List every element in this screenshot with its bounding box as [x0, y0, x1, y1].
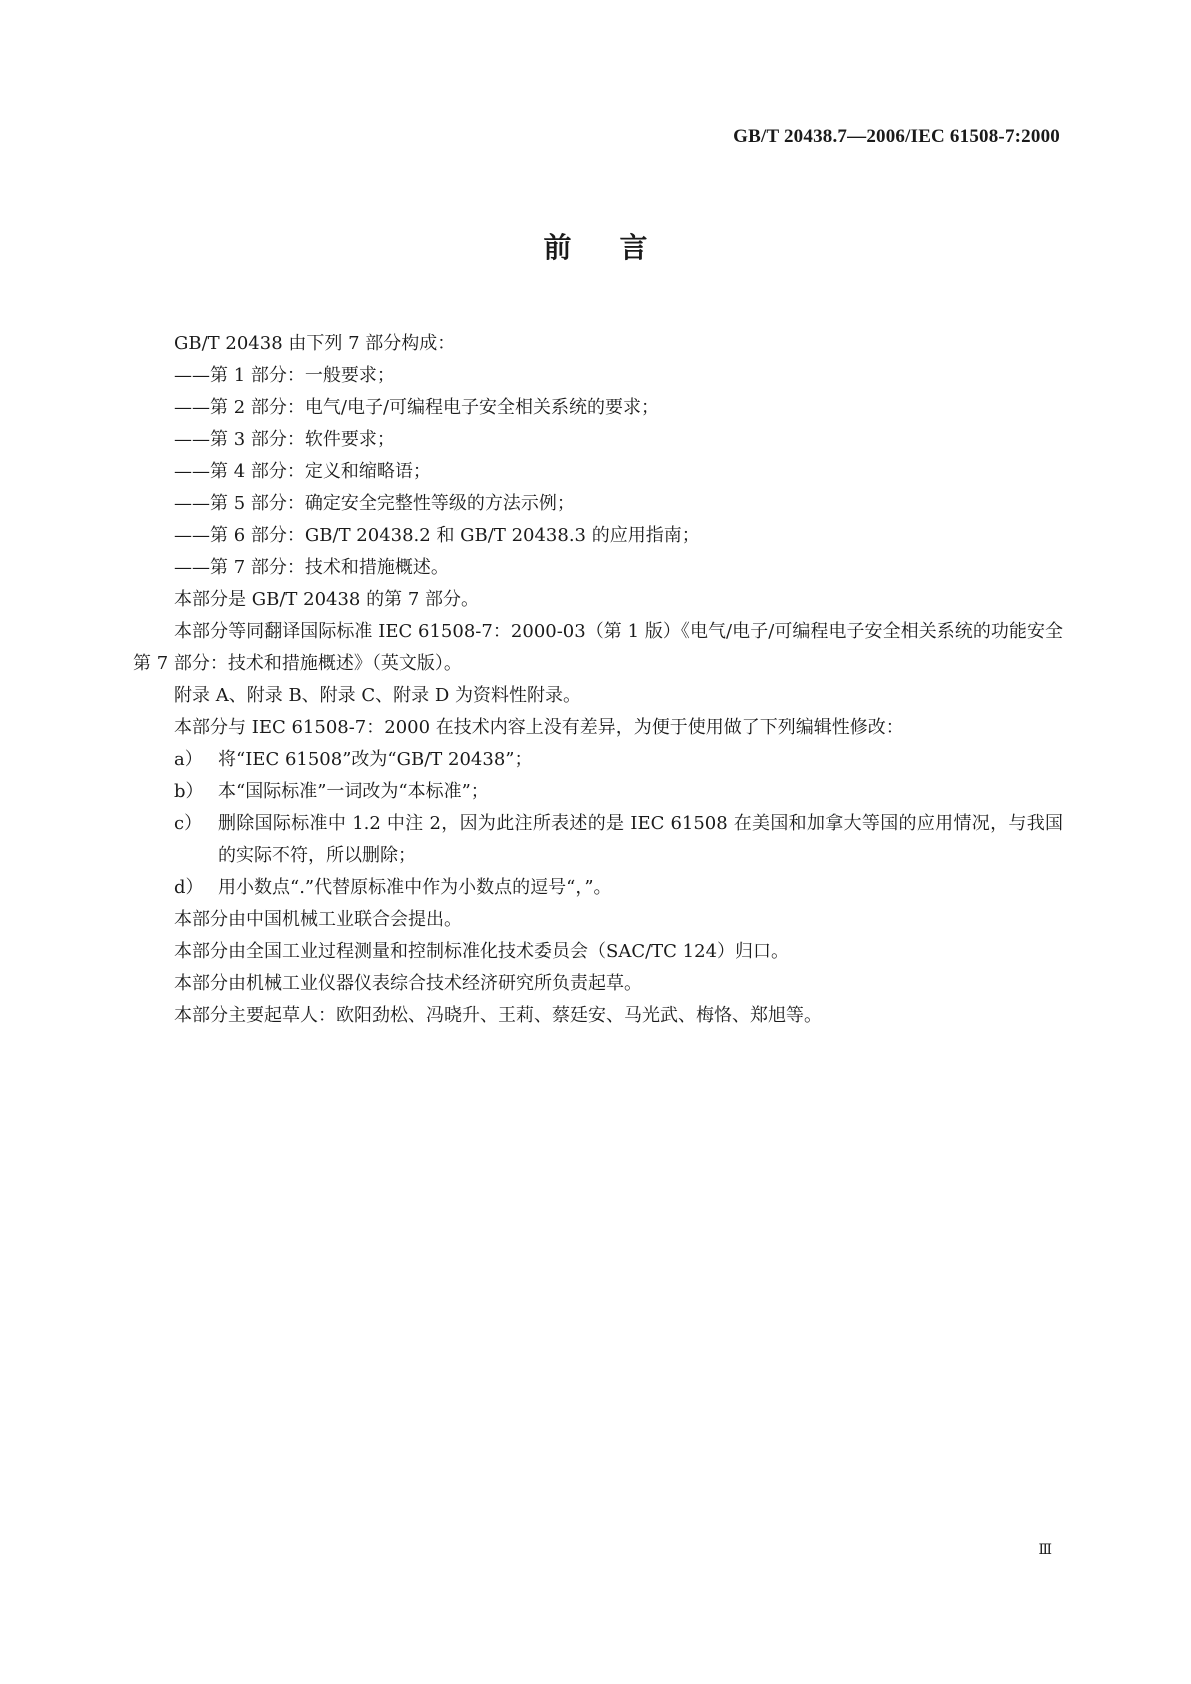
list-text: 将“IEC 61508”改为“GB/T 20438”； — [218, 749, 533, 770]
page-title: 前言 — [543, 231, 696, 264]
list-marker: a） — [174, 749, 203, 770]
part-item-5: ——第 5 部分：确定安全完整性等级的方法示例； — [174, 493, 575, 514]
annexes-line: 附录 A、附录 B、附录 C、附录 D 为资料性附录。 — [174, 685, 582, 706]
managed-by-line: 本部分由全国工业过程测量和控制标准化技术委员会（SAC/TC 124）归口。 — [174, 941, 790, 962]
drafters-line: 本部分主要起草人：欧阳劲松、冯晓升、王莉、蔡廷安、马光武、梅恪、郑旭等。 — [174, 1005, 822, 1026]
proposed-by-line: 本部分由中国机械工业联合会提出。 — [174, 909, 462, 930]
part-item-2: ——第 2 部分：电气/电子/可编程电子安全相关系统的要求； — [174, 397, 660, 418]
change-item-d — [133, 872, 1063, 904]
part-item-1: ——第 1 部分：一般要求； — [174, 365, 395, 386]
intro-line: GB/T 20438 由下列 7 部分构成： — [174, 333, 456, 354]
list-text: 本“国际标准”一词改为“本标准”； — [218, 781, 489, 802]
change-item-a — [133, 744, 1063, 776]
change-item-c — [133, 808, 1063, 872]
differences-intro: 本部分与 IEC 61508-7：2000 在技术内容上没有差异，为便于使用做了下列编辑性修改： — [174, 717, 904, 738]
list-marker: c） — [174, 813, 203, 834]
standard-code-header: GB/T 20438.7—2006/IEC 61508-7:2000 — [733, 126, 1060, 147]
part-item-4: ——第 4 部分：定义和缩略语； — [174, 461, 431, 482]
page-number: Ⅲ — [1038, 1542, 1051, 1558]
equivalence-paragraph: 本部分等同翻译国际标准 IEC 61508-7：2000-03（第 1 版）《电气/电子/可编程电子安全相关系统的功能安全 第 7 部分：技术和措施概述》（英文版）。 — [133, 621, 1081, 674]
part-item-7: ——第 7 部分：技术和措施概述。 — [174, 557, 449, 578]
drafted-by-line: 本部分由机械工业仪器仪表综合技术经济研究所负责起草。 — [174, 973, 642, 994]
list-marker: b） — [174, 781, 204, 802]
part-item-3: ——第 3 部分：软件要求； — [174, 429, 395, 450]
change-item-b — [133, 776, 1063, 808]
foreword-body — [133, 328, 1081, 1032]
list-text: 用小数点“.”代替原标准中作为小数点的逗号“，”。 — [218, 877, 612, 898]
list-text: 删除国际标准中 1.2 中注 2，因为此注所表述的是 IEC 61508 在美国和加拿大等国的应用情况，与我国的实际不符，所以删除； — [218, 813, 1063, 866]
this-part-line: 本部分是 GB/T 20438 的第 7 部分。 — [174, 589, 479, 610]
part-item-6: ——第 6 部分：GB/T 20438.2 和 GB/T 20438.3 的应用指南； — [174, 525, 700, 546]
list-marker: d） — [174, 877, 204, 898]
